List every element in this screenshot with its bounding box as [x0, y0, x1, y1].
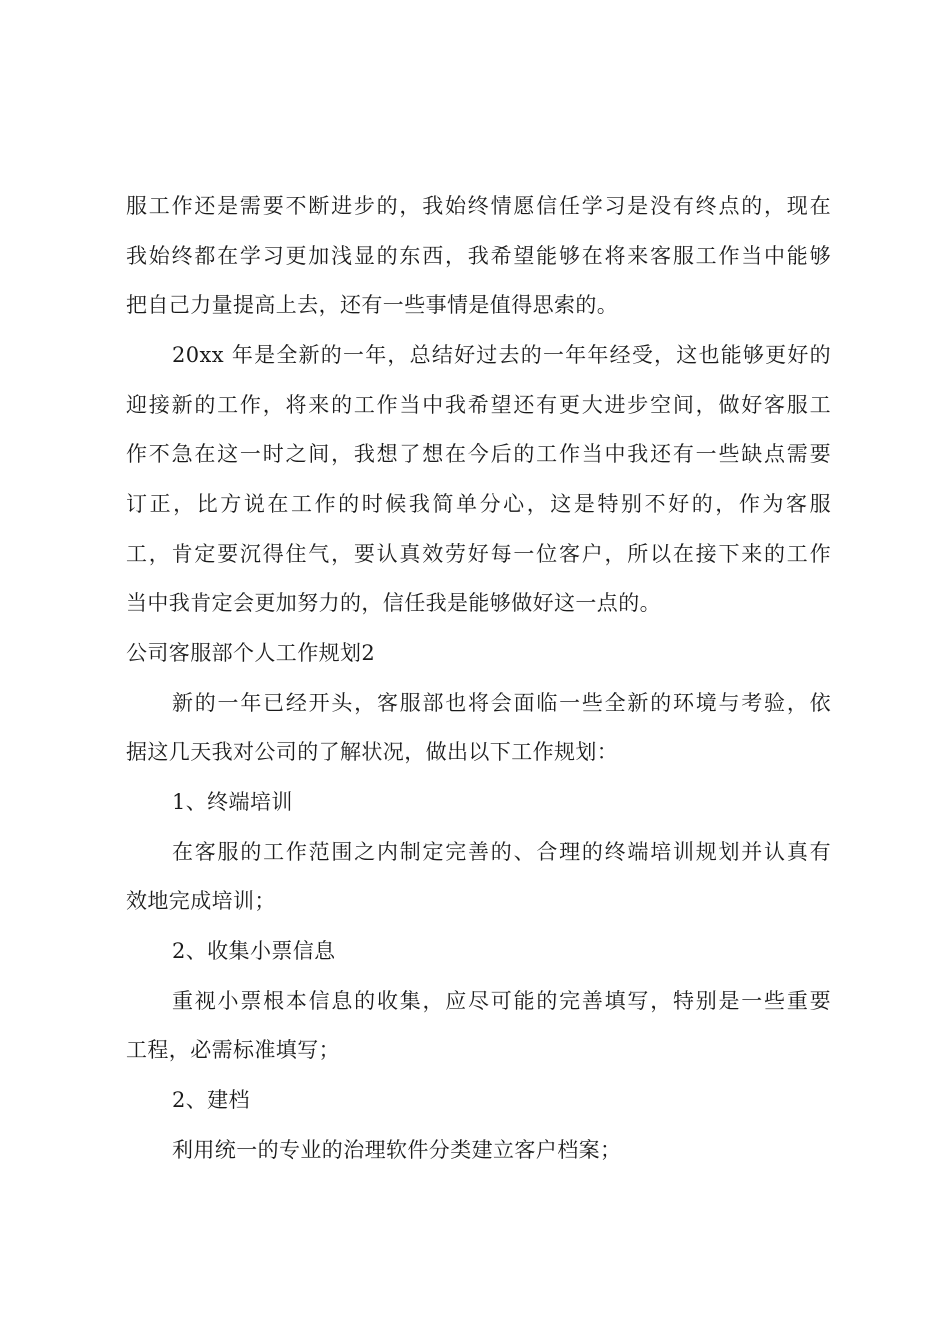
paragraph-line: 把自己力量提高上去，还有一些事情是值得思索的。	[126, 293, 619, 317]
paragraph-line: 迎接新的工作，将来的工作当中我希望还有更大进步空间，做好客服工	[126, 393, 831, 417]
section-heading: 公司客服部个人工作规划2	[126, 641, 376, 665]
paragraph-line: 新的一年已经开头，客服部也将会面临一些全新的环境与考验，依	[172, 691, 831, 715]
paragraph-line: 作不急在这一时之间，我想了想在今后的工作当中我还有一些缺点需要	[126, 442, 831, 466]
paragraph-line: 重视小票根本信息的收集，应尽可能的完善填写，特别是一些重要	[172, 989, 831, 1013]
paragraph-line: 服工作还是需要不断进步的，我始终情愿信任学习是没有终点的，现在	[126, 194, 831, 218]
paragraph-line: 据这几天我对公司的了解状况，做出以下工作规划：	[126, 740, 619, 764]
list-heading: 2、收集小票信息	[172, 939, 336, 963]
paragraph-line: 工，肯定要沉得住气，要认真效劳好每一位客户，所以在接下来的工作	[126, 542, 831, 566]
paragraph-line: 我始终都在学习更加浅显的东西，我希望能够在将来客服工作当中能够	[126, 244, 831, 268]
paragraph-line: 在客服的工作范围之内制定完善的、合理的终端培训规划并认真有	[172, 840, 831, 864]
paragraph-line: 20xx 年是全新的一年，总结好过去的一年年经受，这也能够更好的	[172, 343, 831, 367]
paragraph-line: 当中我肯定会更加努力的，信任我是能够做好这一点的。	[126, 591, 661, 615]
paragraph-line: 工程，必需标准填写；	[126, 1038, 340, 1062]
paragraph-line: 利用统一的专业的治理软件分类建立客户档案；	[172, 1138, 622, 1162]
paragraph-line: 效地完成培训；	[126, 889, 276, 913]
paragraph-line: 订正，比方说在工作的时候我简单分心，这是特别不好的，作为客服	[126, 492, 831, 516]
list-heading: 2、建档	[172, 1088, 250, 1112]
list-heading: 1、终端培训	[172, 790, 293, 814]
